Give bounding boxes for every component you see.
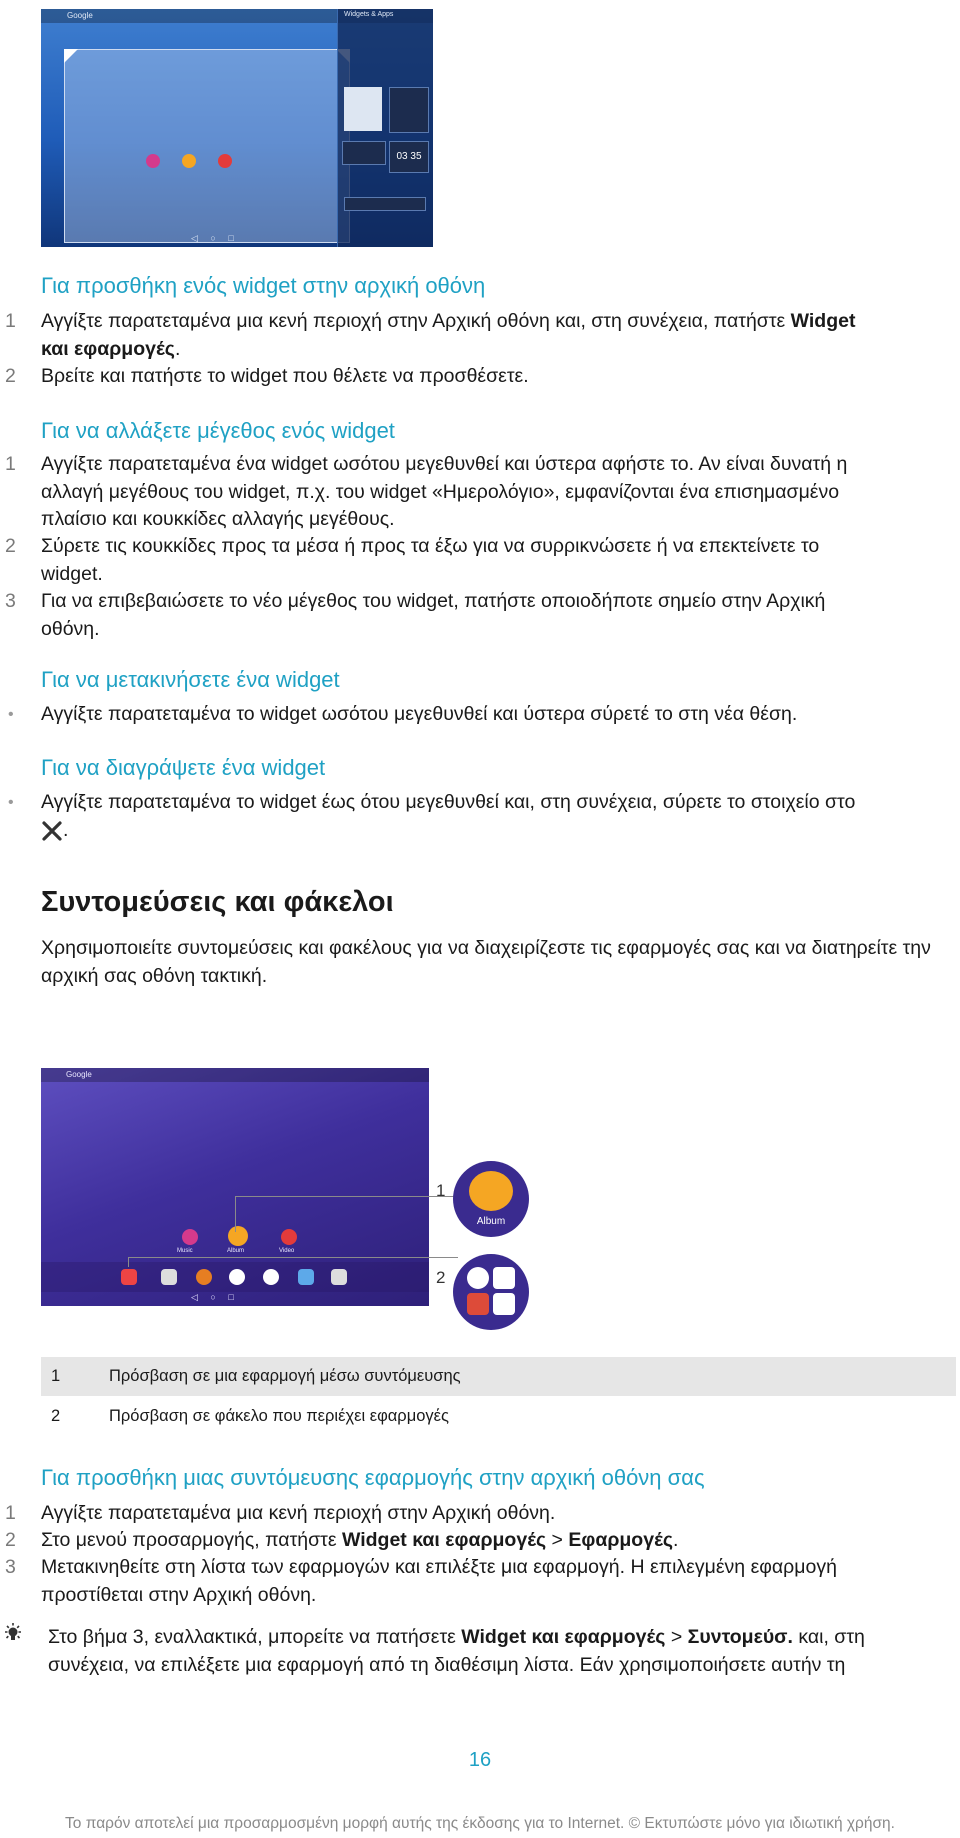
callout-line: [128, 1257, 458, 1258]
widget-placeholder-frame: [64, 49, 350, 243]
apps-grid-icon: [229, 1269, 245, 1285]
clock-widget-thumb: 03 35: [389, 141, 429, 173]
legend-text: Πρόσβαση σε μια εφαρμογή μέσω συντόμευσης: [109, 1367, 461, 1385]
callout-number: 2: [436, 1268, 446, 1287]
bullet: •: [8, 706, 14, 723]
panel-title: Widgets & Apps: [344, 11, 394, 18]
callout-number: 1: [436, 1181, 446, 1200]
navigation-bar: ◁ ○ □: [191, 1292, 234, 1302]
step-number: 2: [5, 535, 16, 557]
status-bar: [41, 1068, 429, 1082]
widgets-screenshot: [41, 9, 433, 247]
shortcuts-heading: Συντομεύσεις και φάκελοι: [41, 886, 394, 918]
folder-icon: [121, 1269, 137, 1285]
shortcut-callout-circle: [453, 1161, 529, 1237]
navigation-bar: ◁ ○ □: [191, 233, 234, 243]
chrome-icon: [467, 1267, 489, 1289]
footer-text: Το παρόν αποτελεί μια προσαρμοσμένη μορφή αυτής της έκδοσης για το Internet. © Εκτυπώστε μόνο για ιδιωτική χρήση.: [65, 1815, 895, 1832]
delete-widget-title: Για να διαγράψετε ένα widget: [41, 755, 326, 780]
step-text: Αγγίξτε παρατεταμένα μια κενή περιοχή στην Αρχική οθόνη.: [41, 1502, 556, 1524]
page-number: 16: [468, 1749, 492, 1771]
widget-thumb: [389, 87, 429, 133]
legend-row: [41, 1397, 956, 1436]
bullet-text: Αγγίξτε παρατεταμένα το widget ωσότου μεγεθυνθεί και ύστερα σύρετέ το στη νέα θέση.: [41, 703, 798, 725]
google-search-bar: Google: [67, 11, 93, 20]
legend-text: Πρόσβαση σε φάκελο που περιέχει εφαρμογές: [109, 1407, 449, 1425]
close-icon: [41, 820, 63, 842]
widgets-and-apps-panel: [337, 9, 433, 247]
legend-number: 2: [51, 1407, 61, 1425]
step-number: 2: [5, 1529, 16, 1551]
step-text: Βρείτε και πατήστε το widget που θέλετε να προσθέσετε.: [41, 365, 529, 387]
app-dock: [41, 1262, 429, 1292]
widget-thumb: [344, 87, 382, 131]
app-icon: [331, 1269, 347, 1285]
album-label: Album: [227, 1248, 245, 1254]
folder-callout-circle: [453, 1254, 529, 1330]
step-number: 1: [5, 1502, 16, 1524]
callout-line: [235, 1196, 236, 1232]
callout-line: [128, 1257, 129, 1267]
step-text: Μετακινηθείτε στη λίστα των εφαρμογών και επιλέξτε μια εφαρμογή. Η επιλεγμένη εφαρμογή προστίθεται στην Αρχική οθόνη.: [41, 1556, 837, 1606]
add-widget-title: Για προσθήκη ενός widget στην αρχική οθόνη: [41, 273, 486, 298]
bullet-text: Αγγίξτε παρατεταμένα το widget έως ότου μεγεθυνθεί και, στη συνέχεια, σύρετε το στοιχείο στο .: [41, 791, 856, 841]
resize-widget-title: Για να αλλάξετε μέγεθος ενός widget: [41, 418, 395, 443]
widget-thumb: [344, 197, 426, 211]
step-text: Σύρετε τις κουκκίδες προς τα μέσα ή προς τα έξω για να συρρικνώσετε ή να επεκτείνετε το widget.: [41, 535, 820, 585]
step-text: Στο μενού προσαρμογής, πατήστε Widget και εφαρμογές > Εφαρμογές.: [41, 1529, 679, 1551]
google-search-bar: Google: [66, 1070, 92, 1079]
add-shortcut-title: Για προσθήκη μιας συντόμευσης εφαρμογής στην αρχική οθόνη σας: [41, 1465, 705, 1490]
step-text: Για να επιβεβαιώσετε το νέο μέγεθος του widget, πατήστε οποιοδήποτε σημείο στην Αρχική οθόνη.: [41, 590, 826, 640]
step-number: 1: [5, 310, 16, 332]
widget-thumb: [342, 141, 386, 165]
maps-icon: [493, 1293, 515, 1315]
app-icon: [161, 1269, 177, 1285]
step-number: 2: [5, 365, 16, 387]
tip-text: Στο βήμα 3, εναλλακτικά, μπορείτε να πατήσετε Widget και εφαρμογές > Συντομεύσ. και, στη συνέχεια, να επιλέξετε μια εφαρμογή από τη διαθέσιμη λίστα. Εάν χρησιμοποιήσετε αυτήν τη: [48, 1626, 865, 1676]
music-label: Music: [177, 1248, 193, 1254]
legend-number: 1: [51, 1367, 61, 1385]
step-number: 3: [5, 590, 16, 612]
video-icon: [281, 1229, 297, 1245]
legend-row: [41, 1357, 956, 1396]
home-app-icons: [142, 154, 272, 182]
app-icon: [493, 1267, 515, 1289]
settings-icon: [196, 1269, 212, 1285]
album-icon: [228, 1226, 248, 1246]
step-text: Αγγίξτε παρατεταμένα μια κενή περιοχή στην Αρχική οθόνη και, στη συνέχεια, πατήστε Widget και εφαρμογές.: [41, 310, 856, 360]
google-plus-icon: [467, 1293, 489, 1315]
calendar-icon: [298, 1269, 314, 1285]
clock-icon: [263, 1269, 279, 1285]
bullet: •: [8, 794, 14, 811]
step-number: 1: [5, 453, 16, 475]
tip-lightbulb-icon: [2, 1622, 24, 1644]
step-text: Αγγίξτε παρατεταμένα ένα widget ωσότου μεγεθυνθεί και ύστερα αφήστε το. Αν είναι δυνατή η αλλαγή μεγέθους του widget, π.χ. του widget «Ημερολόγιο», εμφανίζονται ένα επισημασμένο πλαίσιο και κουκκίδες αλλαγής μεγέθους.: [41, 453, 848, 530]
album-label: Album: [476, 1216, 506, 1227]
move-widget-title: Για να μετακινήσετε ένα widget: [41, 667, 340, 692]
shortcuts-screenshot: [41, 1068, 429, 1306]
album-icon: [469, 1171, 513, 1211]
music-icon: [182, 1229, 198, 1245]
step-number: 3: [5, 1556, 16, 1578]
shortcuts-intro: Χρησιμοποιείτε συντομεύσεις και φακέλους για να διαχειρίζεστε τις εφαρμογές σας και να διατηρείτε την αρχική σας οθόνη τακτική.: [41, 937, 931, 987]
video-label: Video: [279, 1248, 295, 1254]
callout-line: [235, 1196, 457, 1197]
